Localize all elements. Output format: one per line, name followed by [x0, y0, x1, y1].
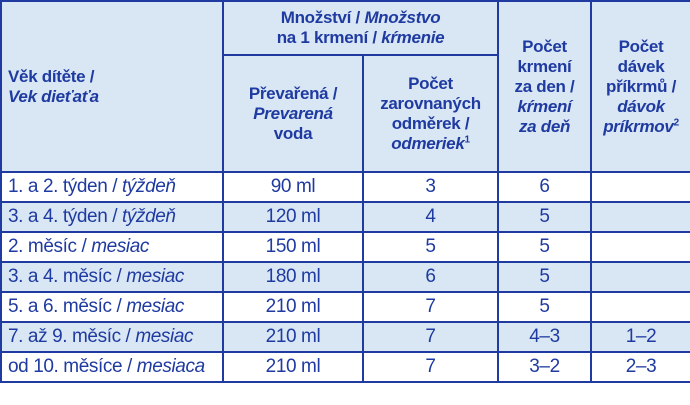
header-amount-line2-cs: na 1 krmení / — [276, 28, 382, 47]
age-sk: týždeň — [122, 206, 176, 227]
header-feeds-l2: krmení — [517, 56, 572, 76]
cell-feeds: 5 — [498, 232, 591, 262]
age-cs: 2. měsíc / — [8, 236, 92, 257]
cell-water: 210 ml — [223, 322, 363, 352]
table-row — [1, 322, 690, 352]
header-feeds-l1: Počet — [522, 36, 567, 56]
cell-supplements — [591, 202, 690, 232]
header-supplements-l2: dávek — [617, 56, 665, 76]
cell-age — [1, 262, 223, 292]
header-supplements — [591, 1, 690, 172]
cell-water: 90 ml — [223, 172, 363, 202]
header-amount — [223, 1, 498, 55]
header-amount-line2-sk: kŕmenie — [381, 28, 445, 47]
cell-water: 180 ml — [223, 262, 363, 292]
header-scoops-l1: Počet — [408, 73, 453, 93]
age-cs: 3. a 4. týden / — [8, 206, 123, 227]
header-row-1 — [1, 1, 690, 55]
age-cs: 3. a 4. měsíc / — [8, 266, 127, 287]
age-sk: mesiaca — [136, 356, 205, 377]
header-water — [223, 55, 363, 172]
age-cs: od 10. měsíce / — [8, 356, 137, 377]
header-supplements-footnote: 2 — [673, 116, 679, 128]
header-water-sk: Prevarená — [253, 103, 333, 123]
age-cs: 5. a 6. měsíc / — [8, 296, 127, 317]
header-scoops-l2: zarovnaných — [380, 93, 481, 113]
age-sk: mesiac — [126, 266, 185, 287]
header-scoops — [363, 55, 498, 172]
cell-age — [1, 232, 223, 262]
header-supplements-l3: příkrmů / — [605, 76, 677, 96]
cell-feeds: 4–3 — [498, 322, 591, 352]
cell-feeds: 6 — [498, 172, 591, 202]
age-sk: týždeň — [122, 176, 176, 197]
cell-scoops: 6 — [363, 262, 498, 292]
cell-feeds: 5 — [498, 202, 591, 232]
table-row — [1, 172, 690, 202]
cell-age — [1, 322, 223, 352]
cell-feeds: 3–2 — [498, 352, 591, 382]
cell-age — [1, 202, 223, 232]
cell-scoops: 7 — [363, 322, 498, 352]
age-cs: 1. a 2. týden / — [8, 176, 123, 197]
age-sk: mesiac — [91, 236, 150, 257]
cell-water: 210 ml — [223, 352, 363, 382]
cell-age — [1, 172, 223, 202]
cell-supplements — [591, 172, 690, 202]
age-cs: 7. až 9. měsíc / — [8, 326, 136, 347]
cell-scoops: 3 — [363, 172, 498, 202]
header-age-cs: Věk dítěte / — [8, 66, 95, 86]
cell-supplements — [591, 232, 690, 262]
cell-water: 150 ml — [223, 232, 363, 262]
cell-scoops: 7 — [363, 352, 498, 382]
header-scoops-footnote: 1 — [464, 133, 470, 145]
header-supplements-l1: Počet — [618, 36, 664, 56]
header-scoops-l3: odměrek / — [391, 113, 470, 133]
cell-water: 210 ml — [223, 292, 363, 322]
header-amount-line1-sk: Množstvo — [364, 8, 441, 27]
cell-supplements — [591, 262, 690, 292]
header-feeds-l3: za den / — [514, 76, 575, 96]
cell-feeds: 5 — [498, 262, 591, 292]
table-row — [1, 292, 690, 322]
cell-age — [1, 292, 223, 322]
cell-scoops: 7 — [363, 292, 498, 322]
cell-scoops: 4 — [363, 202, 498, 232]
table-row — [1, 262, 690, 292]
cell-water: 120 ml — [223, 202, 363, 232]
header-water-cs: Převařená / — [248, 83, 338, 103]
table-row — [1, 232, 690, 262]
cell-age — [1, 352, 223, 382]
cell-supplements: 2–3 — [591, 352, 690, 382]
table-row — [1, 202, 690, 232]
header-water-tail: voda — [273, 123, 313, 143]
header-supplements-sk1: dávok — [617, 96, 665, 116]
cell-supplements: 1–2 — [591, 322, 690, 352]
header-scoops-sk: odmeriek — [391, 133, 465, 153]
age-sk: mesiac — [135, 326, 194, 347]
cell-feeds: 5 — [498, 292, 591, 322]
header-feeds — [498, 1, 591, 172]
header-age-sk: Vek dieťaťa — [8, 86, 99, 106]
header-amount-line1-cs: Množství / — [280, 8, 365, 27]
header-feeds-sk1: kŕmení — [517, 96, 572, 116]
header-age — [1, 1, 223, 172]
header-feeds-sk2: za deň — [518, 116, 571, 136]
table-row — [1, 352, 690, 382]
header-supplements-sk2: príkrmov — [603, 116, 674, 136]
cell-supplements — [591, 292, 690, 322]
cell-scoops: 5 — [363, 232, 498, 262]
age-sk: mesiac — [126, 296, 185, 317]
